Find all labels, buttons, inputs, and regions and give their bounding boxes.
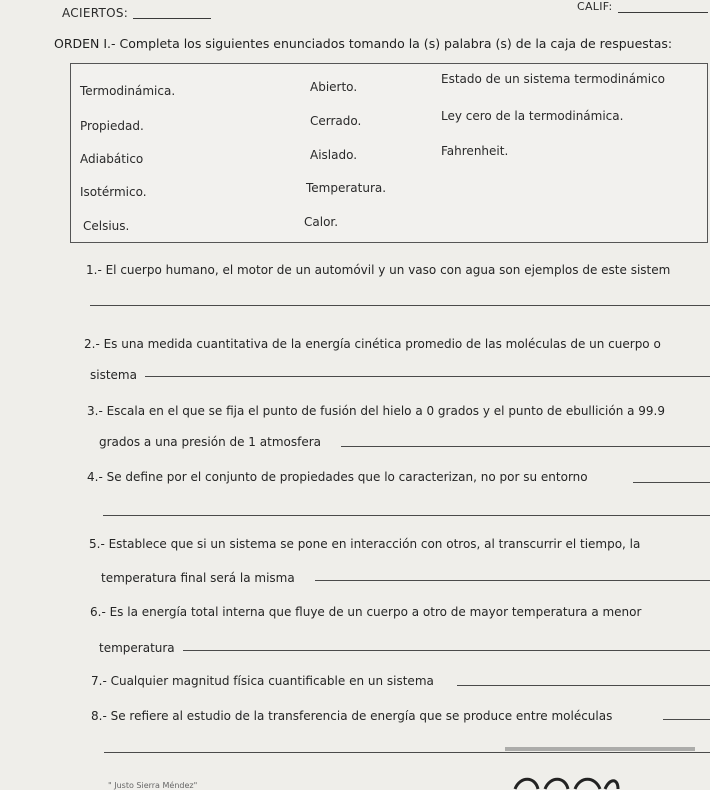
answer-line-4b[interactable] [103,515,710,516]
aciertos-label: ACIERTOS: [62,6,129,20]
answer-option: Abierto. [310,80,358,94]
question-5: 5.- Establece que si un sistema se pone en interacción con otros, al transcurrir el tiempo, la [89,537,641,551]
question-8: 8.- Se refiere al estudio de la transferencia de energía que se produce entre moléculas [91,709,613,723]
pen-stroke [505,747,695,751]
answer-option: Isotérmico. [80,185,147,199]
question-2-cont: sistema [90,368,137,382]
answer-box [70,63,708,243]
question-6-cont: temperatura [99,641,175,655]
instructions: ORDEN I.- Completa los siguientes enunciados tomando la (s) palabra (s) de la caja de respuestas: [54,36,673,51]
question-3: 3.- Escala en el que se fija el punto de fusión del hielo a 0 grados y el punto de ebullición a 99.9 [87,404,666,418]
bottom-scribble-graphic [510,774,620,790]
footer-text: " Justo Sierra Méndez" [108,781,198,790]
answer-option: Celsius. [83,219,130,233]
answer-option: Propiedad. [80,119,144,133]
question-5-cont: temperatura final será la misma [101,571,295,585]
answer-line-5[interactable] [315,580,710,581]
answer-option: Estado de un sistema termodinámico [441,72,666,86]
answer-option: Temperatura. [306,181,387,195]
answer-option: Cerrado. [310,114,362,128]
answer-line-7[interactable] [457,685,710,686]
answer-line-3[interactable] [341,446,710,447]
answer-option: Ley cero de la termodinámica. [441,109,624,123]
answer-option: Fahrenheit. [441,144,509,158]
calif-label: CALIF: [577,0,613,13]
answer-option: Calor. [304,215,339,229]
answer-option: Adiabático [80,152,144,166]
answer-option: Termodinámica. [80,84,176,98]
answer-line-8b[interactable] [104,752,710,753]
answer-line-2[interactable] [145,376,710,377]
question-4: 4.- Se define por el conjunto de propiedades que lo caracterizan, no por su entorno [87,470,588,484]
question-6: 6.- Es la energía total interna que fluye de un cuerpo a otro de mayor temperatura a menor [90,605,642,619]
answer-line-1[interactable] [90,305,710,306]
answer-line-6[interactable] [183,650,710,651]
question-1: 1.- El cuerpo humano, el motor de un automóvil y un vaso con agua son ejemplos de este sistem [86,263,671,277]
aciertos-blank [133,18,211,19]
answer-option: Aislado. [310,148,358,162]
calif-blank [618,12,708,13]
question-2: 2.- Es una medida cuantitativa de la energía cinética promedio de las moléculas de un cuerpo o [84,337,661,351]
question-3-cont: grados a una presión de 1 atmosfera [99,435,321,449]
answer-line-4a[interactable] [633,482,710,483]
question-7: 7.- Cualquier magnitud física cuantificable en un sistema [91,674,434,688]
answer-line-8a[interactable] [663,719,710,720]
